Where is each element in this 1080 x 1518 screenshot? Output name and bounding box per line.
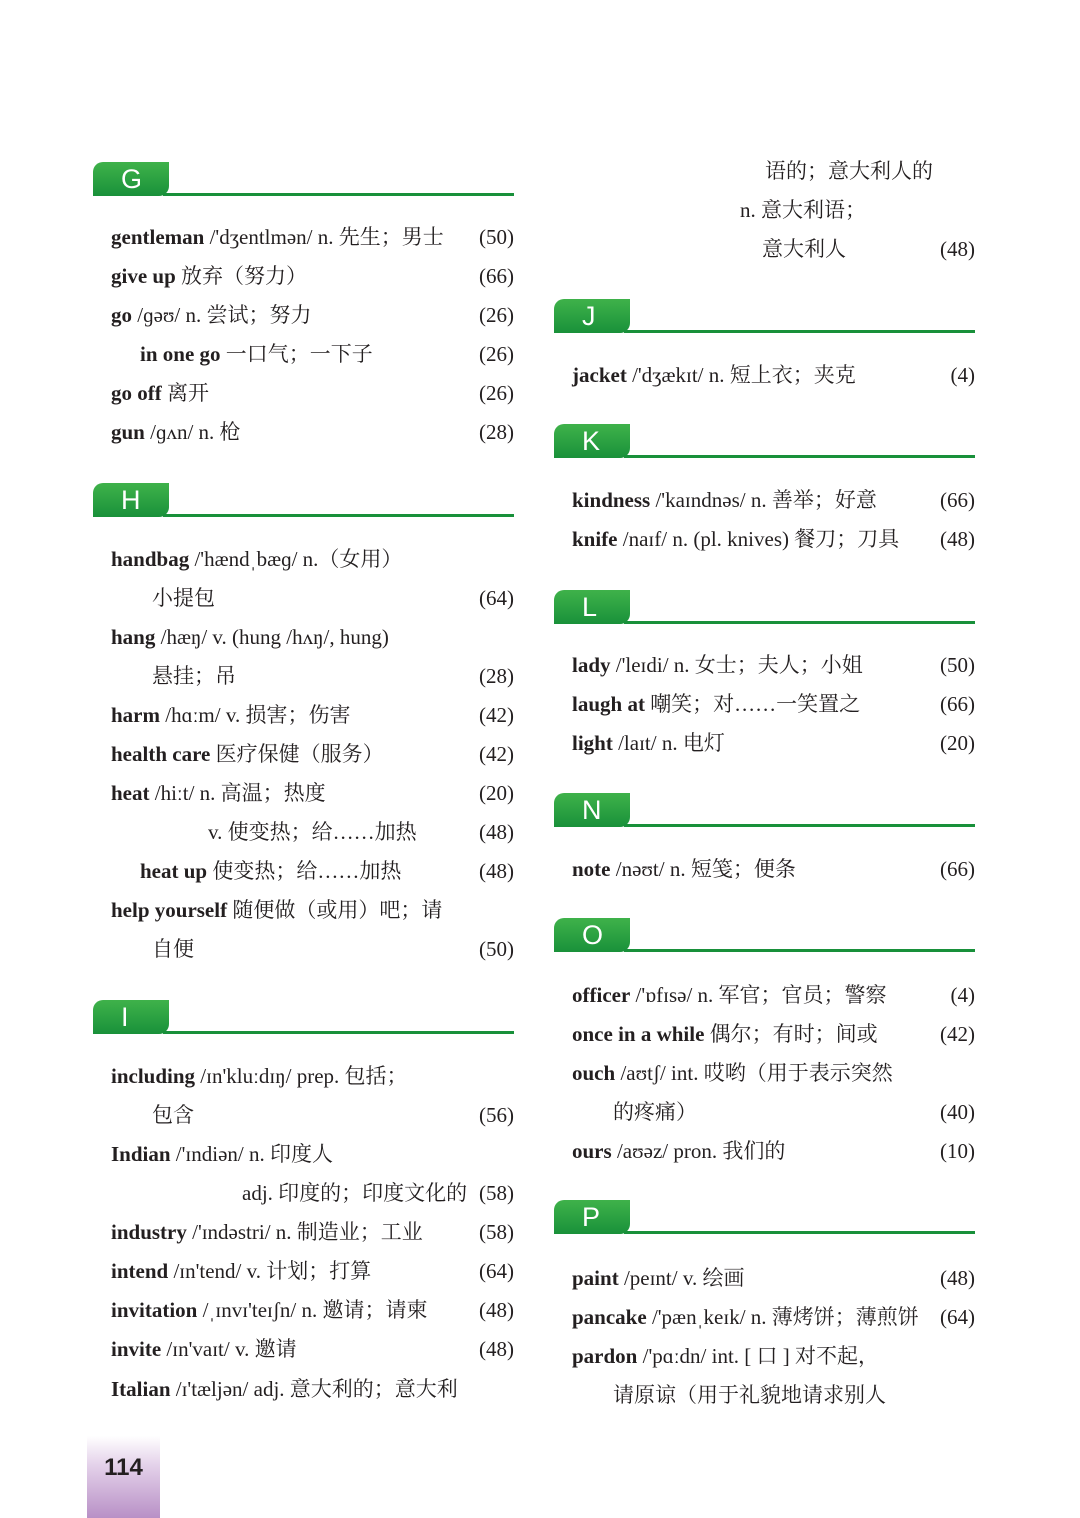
entry-line [572, 1093, 975, 1132]
page-ref: (50) [479, 225, 514, 249]
definition: 一口气；一下子 [220, 342, 373, 366]
entry-line [111, 1135, 514, 1174]
headword: gentleman [111, 225, 205, 249]
definition: /'dʒentlmən/ n. 先生；男士 [204, 225, 444, 249]
definition: /'pænˌkeɪk/ n. 薄烤饼；薄煎饼 [646, 1305, 919, 1329]
headword: once in a while [572, 1022, 705, 1046]
definition: /ˌɪnvɪ'teɪʃn/ n. 邀请；请柬 [197, 1298, 428, 1322]
headword: paint [572, 1266, 619, 1290]
definition: 包含 [152, 1103, 194, 1127]
definition: 悬挂；吊 [152, 664, 236, 688]
headword: heat [111, 781, 150, 805]
definition: /aʊəz/ pron. 我们的 [611, 1139, 786, 1163]
definition: /ɡʌn/ n. 枪 [144, 420, 241, 444]
entry-line [111, 696, 514, 735]
entry-line [111, 413, 514, 452]
page-ref: (26) [479, 381, 514, 405]
definition: 使变热；给……加热 [207, 859, 402, 883]
section-header-i [93, 1000, 514, 1036]
page-number: 114 [104, 1454, 143, 1481]
page-ref: (26) [479, 303, 514, 327]
section-header-l [554, 590, 975, 626]
entry-line [572, 724, 975, 763]
headword: note [572, 857, 611, 881]
entry-line [111, 891, 514, 930]
entry-line [572, 976, 975, 1015]
headword: pardon [572, 1344, 638, 1368]
definition: 离开 [161, 381, 209, 405]
entry-line [111, 1057, 514, 1096]
section-header-j [554, 299, 975, 335]
definition: 请原谅（用于礼貌地请求别人 [613, 1383, 886, 1407]
entry-line [111, 774, 514, 813]
entry-line [572, 520, 975, 559]
entry-line [111, 1370, 514, 1409]
definition: 放弃（努力） [175, 264, 308, 288]
entry-line [111, 335, 514, 374]
entry-line [111, 579, 514, 618]
headword: give up [111, 264, 176, 288]
headword: invite [111, 1337, 162, 1361]
entry-line [111, 657, 514, 696]
definition: /hɑːm/ v. 损害；伤害 [160, 703, 351, 727]
entry-line [111, 735, 514, 774]
page-ref: (4) [950, 983, 975, 1007]
section-letter: O [554, 918, 630, 952]
entry-line [111, 1213, 514, 1252]
page-ref: (48) [940, 527, 975, 551]
definition: /ɪ'tæljən/ adj. 意大利的；意大利 [170, 1377, 458, 1401]
entry-line [111, 296, 514, 335]
entry-line [111, 1330, 514, 1369]
entry-line [111, 1252, 514, 1291]
section-rule [624, 621, 975, 624]
page-ref: (42) [479, 703, 514, 727]
definition: /peɪnt/ v. 绘画 [618, 1266, 745, 1290]
page-number-tab [87, 1436, 160, 1518]
definition: 嘲笑；对……一笑置之 [644, 692, 861, 716]
page-ref: (64) [479, 1259, 514, 1283]
headword: go off [111, 381, 162, 405]
entry-line [111, 852, 514, 891]
headword: handbag [111, 547, 190, 571]
section-header-h [93, 483, 514, 519]
definition: 语的；意大利人的 [765, 159, 933, 183]
page-ref: (66) [479, 264, 514, 288]
section-header-p [554, 1200, 975, 1236]
entry-line [572, 152, 975, 191]
definition: 随便做（或用）吧；请 [227, 898, 443, 922]
entry-line [572, 1376, 975, 1415]
entry-line [572, 646, 975, 685]
page-ref: (28) [479, 420, 514, 444]
page-ref: (20) [479, 781, 514, 805]
page-ref: (66) [940, 692, 975, 716]
entry-line [572, 1015, 975, 1054]
page-ref: (4) [950, 363, 975, 387]
page-ref: (28) [479, 664, 514, 688]
definition: /ɪn'vaɪt/ v. 邀请 [161, 1337, 297, 1361]
definition: v. 使变热；给……加热 [208, 820, 417, 844]
section-letter: G [93, 162, 169, 196]
page-ref: (20) [940, 731, 975, 755]
entry-line [111, 1291, 514, 1330]
page-ref: (64) [479, 586, 514, 610]
section-letter: K [554, 424, 630, 458]
entry-line [572, 1337, 975, 1376]
page-ref: (10) [940, 1139, 975, 1163]
headword: Indian [111, 1142, 171, 1166]
page-ref: (42) [940, 1022, 975, 1046]
page-ref: (50) [479, 937, 514, 961]
section-header-o [554, 918, 975, 954]
section-header-k [554, 424, 975, 460]
section-header-n [554, 793, 975, 829]
definition: /'ɪndəstri/ n. 制造业；工业 [186, 1220, 423, 1244]
definition: 医疗保健（服务） [210, 742, 384, 766]
headword: kindness [572, 488, 651, 512]
headword: laugh at [572, 692, 645, 716]
entry-line [572, 685, 975, 724]
section-rule [624, 824, 975, 827]
entry-line [572, 230, 975, 269]
headword: hang [111, 625, 156, 649]
page-ref: (48) [479, 820, 514, 844]
definition: 的疼痛） [613, 1100, 697, 1124]
definition: /'pɑːdn/ int. [ 口 ] 对不起， [637, 1344, 880, 1368]
section-letter: L [554, 590, 630, 624]
entry-line [111, 1174, 514, 1213]
entry-line [111, 1096, 514, 1135]
page-ref: (42) [479, 742, 514, 766]
headword: officer [572, 983, 631, 1007]
headword: go [111, 303, 132, 327]
definition: /ɪn'tend/ v. 计划；打算 [168, 1259, 372, 1283]
section-rule [624, 1231, 975, 1234]
headword: jacket [572, 363, 627, 387]
definition: /'dʒækɪt/ n. 短上衣；夹克 [626, 363, 856, 387]
headword: health care [111, 742, 211, 766]
page-ref: (64) [940, 1305, 975, 1329]
section-rule [163, 1031, 514, 1034]
entry-line [572, 1054, 975, 1093]
page-ref: (56) [479, 1103, 514, 1127]
definition: 意大利人 [762, 237, 846, 261]
definition: /aʊtʃ/ int. 哎哟（用于表示突然 [615, 1061, 893, 1085]
headword: pancake [572, 1305, 647, 1329]
section-header-g [93, 162, 514, 198]
entry-line [111, 374, 514, 413]
section-rule [624, 455, 975, 458]
entry-line [572, 1132, 975, 1171]
page-ref: (48) [940, 237, 975, 261]
headword: lady [572, 653, 611, 677]
headword: harm [111, 703, 160, 727]
entry-line [572, 356, 975, 395]
page-ref: (48) [479, 1298, 514, 1322]
definition: /'ɒfɪsə/ n. 军官；官员；警察 [630, 983, 887, 1007]
page-ref: (26) [479, 342, 514, 366]
page-ref: (48) [479, 1337, 514, 1361]
headword: ouch [572, 1061, 616, 1085]
definition: /'kaɪndnəs/ n. 善举；好意 [650, 488, 877, 512]
headword: heat up [140, 859, 208, 883]
entry-line [572, 191, 975, 230]
entry-line [111, 618, 514, 657]
definition: /ɪn'kluːdɪŋ/ prep. 包括； [195, 1064, 408, 1088]
entry-line [111, 257, 514, 296]
headword: help yourself [111, 898, 228, 922]
definition: n. 意大利语； [740, 198, 866, 222]
definition: /laɪt/ n. 电灯 [612, 731, 725, 755]
definition: adj. 印度的；印度文化的 [242, 1181, 468, 1205]
entry-line [572, 481, 975, 520]
section-letter: P [554, 1200, 630, 1234]
page-ref: (48) [940, 1266, 975, 1290]
entry-line [111, 218, 514, 257]
section-rule [624, 330, 975, 333]
headword: Italian [111, 1377, 171, 1401]
entry-line [572, 850, 975, 889]
section-rule [163, 514, 514, 517]
page-ref: (58) [479, 1181, 514, 1205]
definition: /hæŋ/ v. (hung /hʌŋ/, hung) [155, 625, 389, 649]
page-ref: (66) [940, 857, 975, 881]
section-letter: J [554, 299, 630, 333]
entry-line [111, 540, 514, 579]
headword: including [111, 1064, 196, 1088]
page-ref: (48) [479, 859, 514, 883]
page-ref: (40) [940, 1100, 975, 1124]
definition: 小提包 [152, 586, 215, 610]
headword: light [572, 731, 613, 755]
definition: /naɪf/ n. (pl. knives) 餐刀；刀具 [617, 527, 900, 551]
headword: knife [572, 527, 618, 551]
section-rule [624, 949, 975, 952]
page-ref: (58) [479, 1220, 514, 1244]
page-ref: (50) [940, 653, 975, 677]
section-rule [163, 193, 514, 196]
headword: industry [111, 1220, 187, 1244]
entry-line [572, 1259, 975, 1298]
headword: in one go [140, 342, 221, 366]
entry-line [111, 813, 514, 852]
section-letter: H [93, 483, 169, 517]
section-letter: N [554, 793, 630, 827]
definition: /nəʊt/ n. 短笺；便条 [610, 857, 796, 881]
definition: /hiːt/ n. 高温；热度 [149, 781, 326, 805]
definition: /'hændˌbæɡ/ n.（女用） [189, 547, 403, 571]
definition: /'ɪndiən/ n. 印度人 [170, 1142, 333, 1166]
headword: ours [572, 1139, 612, 1163]
page-ref: (66) [940, 488, 975, 512]
section-letter: I [93, 1000, 169, 1034]
definition: /'leɪdi/ n. 女士；夫人；小姐 [610, 653, 863, 677]
entry-line [111, 930, 514, 969]
headword: gun [111, 420, 145, 444]
definition: 偶尔；有时；间或 [704, 1022, 878, 1046]
definition: 自便 [152, 937, 194, 961]
entry-line [572, 1298, 975, 1337]
headword: intend [111, 1259, 169, 1283]
headword: invitation [111, 1298, 198, 1322]
definition: /ɡəʊ/ n. 尝试；努力 [132, 303, 312, 327]
